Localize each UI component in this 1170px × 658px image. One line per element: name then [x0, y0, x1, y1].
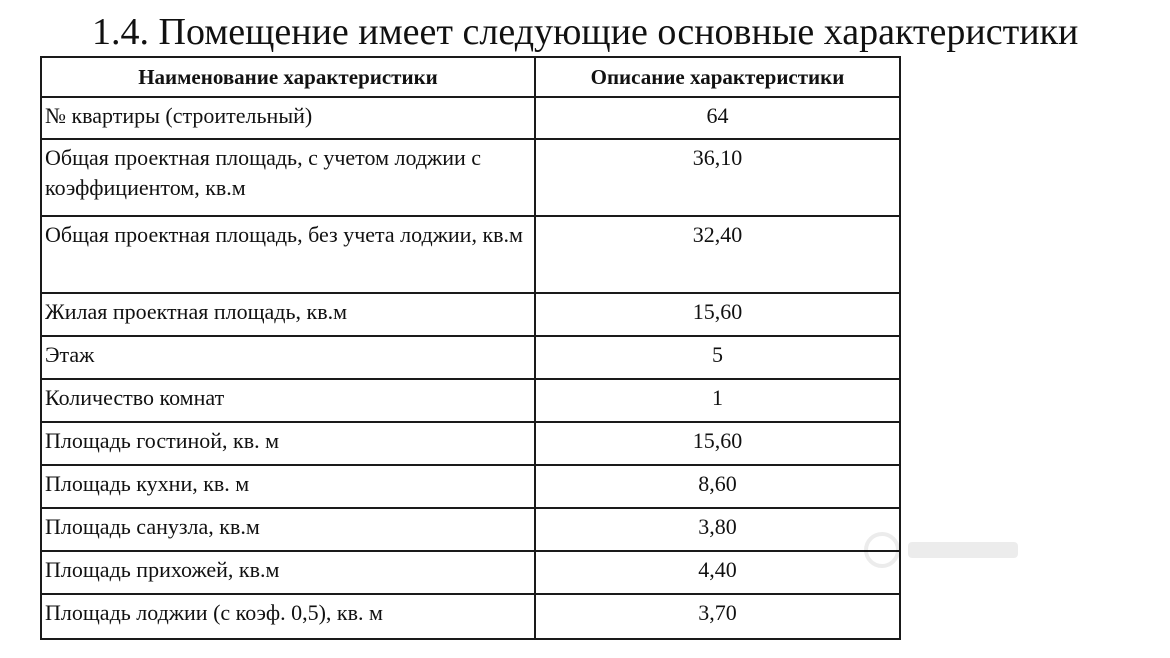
row-value: 3,70	[535, 594, 900, 639]
table-header-row	[41, 57, 900, 97]
table-row	[41, 551, 900, 594]
row-value: 36,10	[535, 139, 900, 216]
table-row	[41, 293, 900, 336]
table-row	[41, 379, 900, 422]
page-title: 1.4. Помещение имеет следующие основные характеристики	[92, 11, 1079, 53]
table-row	[41, 508, 900, 551]
row-value: 8,60	[535, 465, 900, 508]
row-value: 32,40	[535, 216, 900, 293]
row-value: 1	[535, 379, 900, 422]
table-row	[41, 97, 900, 139]
table-row	[41, 336, 900, 379]
row-value: 64	[535, 97, 900, 139]
row-label: Количество комнат	[41, 379, 535, 422]
watermark-logo-icon	[860, 520, 1030, 580]
row-value: 3,80	[535, 508, 900, 551]
row-value: 15,60	[535, 293, 900, 336]
row-label: № квартиры (строительный)	[41, 97, 535, 139]
row-label: Общая проектная площадь, без учета лоджии, кв.м	[41, 216, 535, 293]
row-label: Жилая проектная площадь, кв.м	[41, 293, 535, 336]
row-label: Площадь кухни, кв. м	[41, 465, 535, 508]
table-row	[41, 216, 900, 293]
row-label: Этаж	[41, 336, 535, 379]
row-label: Площадь лоджии (с коэф. 0,5), кв. м	[41, 594, 535, 639]
characteristics-table	[40, 56, 901, 640]
column-header-description: Описание характеристики	[535, 57, 900, 97]
row-label: Общая проектная площадь, с учетом лоджии с коэффициентом, кв.м	[41, 139, 535, 216]
row-label: Площадь санузла, кв.м	[41, 508, 535, 551]
row-label: Площадь гостиной, кв. м	[41, 422, 535, 465]
column-header-name: Наименование характеристики	[41, 57, 535, 97]
row-label: Площадь прихожей, кв.м	[41, 551, 535, 594]
row-value: 5	[535, 336, 900, 379]
table-row	[41, 594, 900, 639]
table-row	[41, 422, 900, 465]
table-row	[41, 139, 900, 216]
table-row	[41, 465, 900, 508]
row-value: 4,40	[535, 551, 900, 594]
row-value: 15,60	[535, 422, 900, 465]
